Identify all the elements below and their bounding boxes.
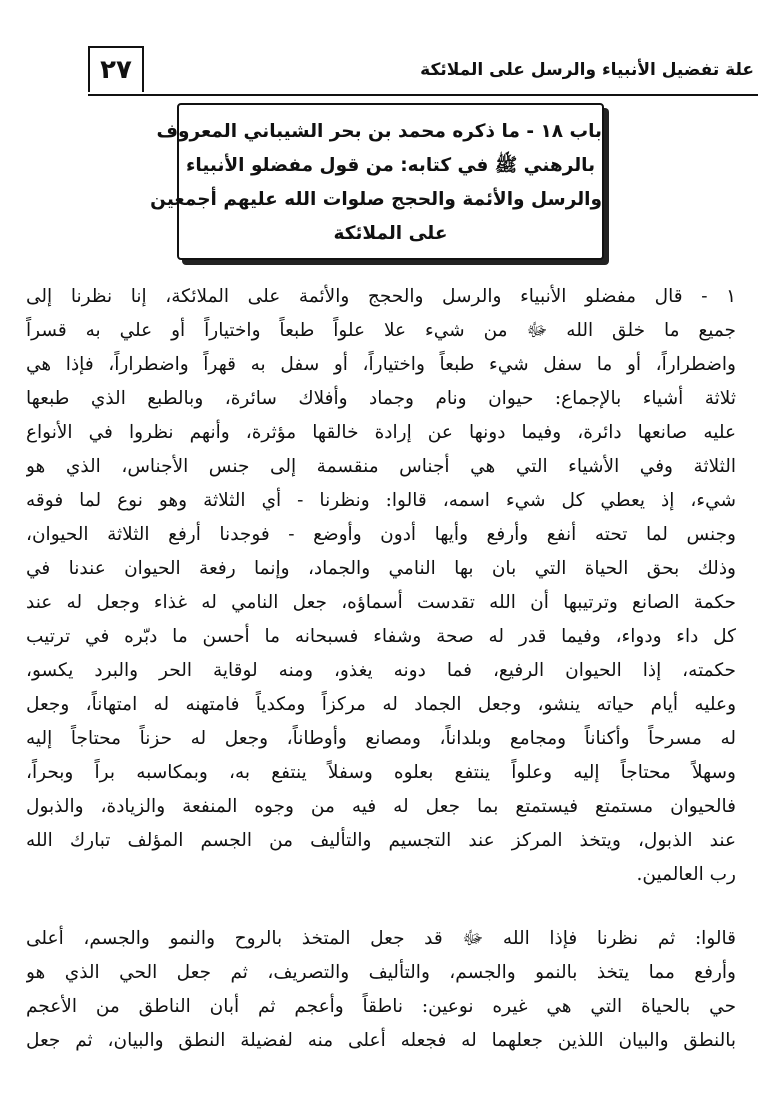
text-line: عليه صانعها دائرة، وفيما دونها عن إرادة خالقها مؤثرة، وأنهم نظروا في الأنواع (26, 422, 736, 443)
text-line: له مسرحاً وأكناناً ومجامع وبلداناً، ومصانع وأوطاناً، وجعل له حزناً محتاجاً إليه (26, 728, 736, 749)
text-line: بالنطق والبيان اللذين جعلهما له فجعله أعلى منه لفضيلة النطق والبيان، ثم جعل (26, 1030, 736, 1051)
text-line: رب العالمين. (636, 864, 736, 885)
chapter-heading-box (150, 103, 604, 260)
chapter-heading (150, 115, 602, 251)
page-header (88, 46, 758, 96)
chapter-heading-line: على الملائكة (333, 223, 448, 244)
text-line: ثلاثة أشياء بالإجماع: حيوان ونام وجماد وأفلاك سائرة، وبالطبع الذي طبعها (26, 388, 736, 409)
text-line: وسهلاً محتاجاً إليه وعلواً ينتفع بعلوه وسفلاً ينتفع به، وبمكاسبه براً وبحراً، (26, 762, 736, 783)
text-line: فالحيوان مستمتع فيستمتع بما جعل له فيه من وجوه المنفعة والزيادة، والذبول (26, 796, 736, 817)
text-line: حكمته، إذا الحيوان الرفيع، فما دونه يغذو، ومنه لوقاية الحر والبرد يكسو، (26, 660, 736, 681)
paragraph-1 (26, 280, 736, 892)
text-line: وعليه أيام حياته ينشو، وجعل الجماد له مركزاً ومكدياً فامتهنه له امتهاناً، وجعل (26, 694, 736, 715)
page-number: ٢٧ (88, 46, 144, 92)
chapter-heading-line: باب ١٨ - ما ذكره محمد بن بحر الشيباني المعروف (156, 121, 602, 142)
text-line: ١ - قال مفضلو الأنبياء والرسل والحجج والأئمة على الملائكة، إنا نظرنا إلى (26, 286, 736, 307)
text-line: وذلك بحق الحياة التي بان بها النامي والجماد، وإنما رفعة الحيوان عندنا في (26, 558, 736, 579)
text-line: قالوا: ثم نظرنا فإذا الله ﷻ قد جعل المتخذ بالروح والنمو والجسم، أعلى (26, 928, 736, 949)
text-line: وجنس لما تحته أنفع وأرفع وأيها أدون وأوضع - فوجدنا أرفع الثلاثة الحيوان، (26, 524, 736, 545)
text-line: جميع ما خلق الله ﷻ من شيء علا علواً طبعاً واختياراً أو علي به قسراً (26, 320, 736, 341)
paragraph-2 (26, 922, 736, 1058)
chapter-heading-line: بالرهني ﷺ في كتابه: من قول مفضلو الأنبياء (185, 155, 596, 176)
text-line: حي بالحياة التي هي غيره نوعين: ناطقاً وأعجم ثم أبان الناطق من الأعجم (26, 996, 736, 1017)
text-line: كل داء ودواء، وفيما قدر له صحة وشفاء فسبحانه ما أحسن ما دبّره في ترتيب (26, 626, 736, 647)
text-line: شيء، إذ يعطي كل شيء اسمه، قالوا: ونظرنا - أي الثلاثة وهو نوع لما فوقه (26, 490, 736, 511)
chapter-heading-line: والرسل والأئمة والحجج صلوات الله عليهم أجمعين (150, 189, 602, 210)
running-title: علة تفضيل الأنبياء والرسل على الملائكة (420, 60, 754, 80)
text-line: الثلاثة وفي الأشياء التي هي أجناس منقسمة إلى جنس الأجناس، الذي هو (26, 456, 736, 477)
text-line: واضطراراً، أو ما سفل شيء طبعاً واختياراً، أو سفل به قهراً واضطراراً، فإذا هي (26, 354, 736, 375)
text-line: حكمة الصانع وترتيبها أن الله تقدست أسماؤه، جعل النامي له غذاء وجعل له عند (26, 592, 736, 613)
text-line: عند الذبول، ويتخذ المركز عند التجسيم والتأليف من الجسم المؤلف تبارك الله (26, 830, 736, 851)
text-line: وأرفع مما يتخذ بالنمو والجسم، والتأليف والتصريف، ثم جعل الحي الذي هو (26, 962, 736, 983)
